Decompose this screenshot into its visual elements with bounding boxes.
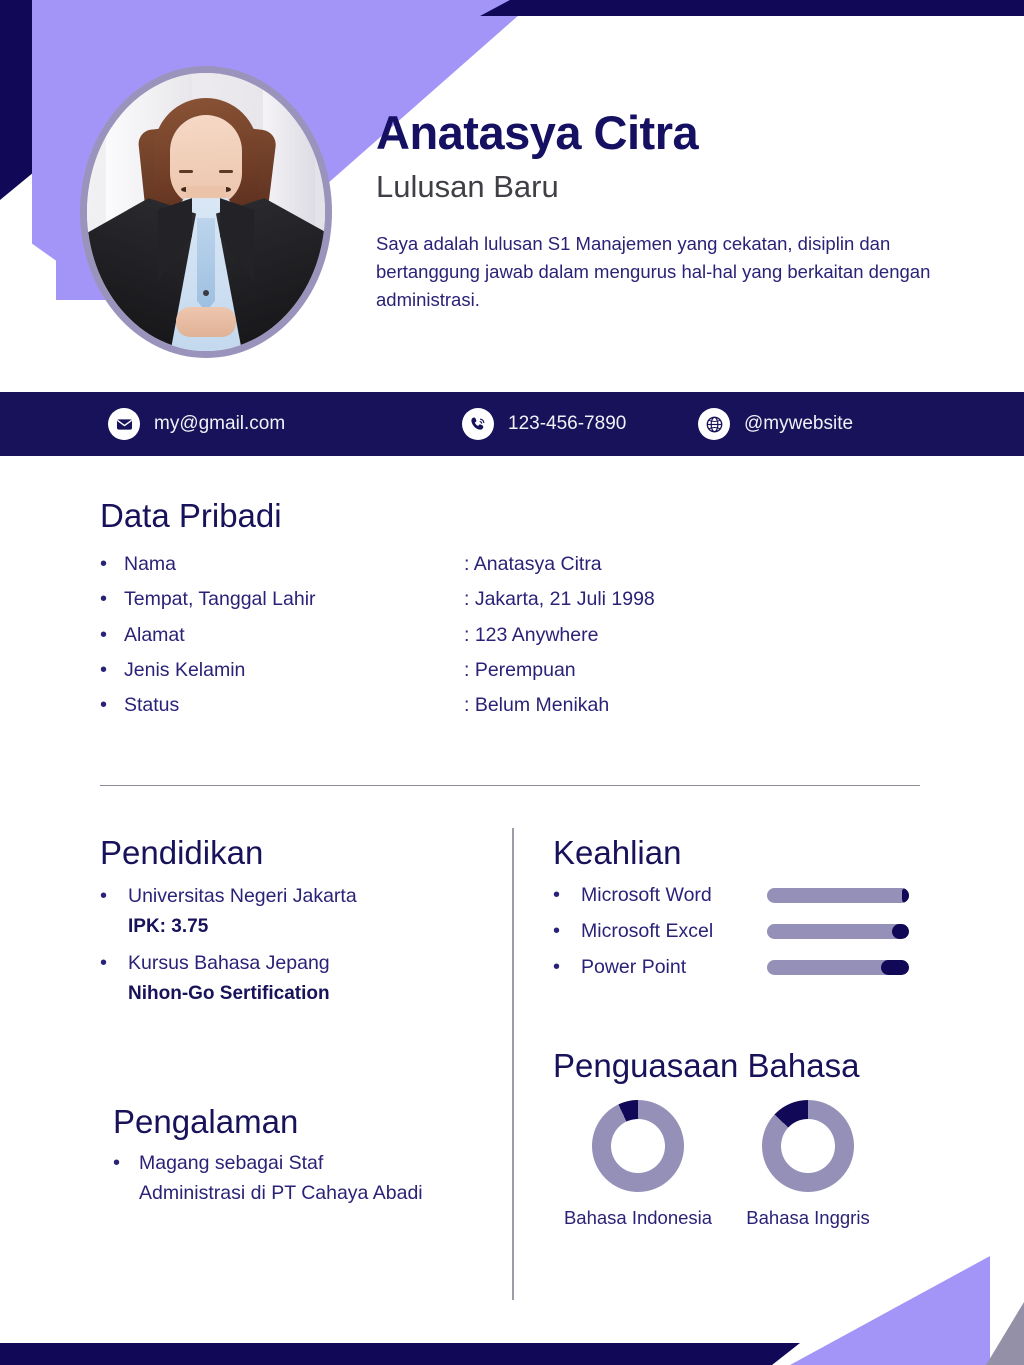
education-detail: Nihon-Go Sertification (128, 982, 330, 1004)
skill-label: Microsoft Excel (581, 919, 714, 942)
section-keahlian (553, 835, 953, 989)
vertical-divider (512, 828, 514, 1300)
decor-grey-bottom-triangle (986, 1302, 1024, 1365)
bullet-icon (100, 881, 128, 912)
job-title: Lulusan Baru (376, 168, 559, 204)
donut-chart (592, 1100, 684, 1192)
section-pendidikan (100, 835, 490, 1014)
education-list (100, 881, 490, 1008)
horizontal-divider (100, 785, 920, 786)
section-title-pendidikan: Pendidikan (100, 834, 264, 871)
contact-email[interactable] (108, 408, 285, 440)
personal-data-label: Status (124, 694, 180, 717)
education-institution: Kursus Bahasa Jepang (128, 951, 330, 974)
language-chart-item (553, 1100, 723, 1229)
email-icon (108, 408, 140, 440)
list-item (100, 689, 800, 721)
language-chart-row (553, 1100, 953, 1229)
list-item (100, 548, 800, 580)
contact-email-text: my@gmail.com (154, 413, 286, 434)
header (0, 0, 1024, 392)
list-item (553, 881, 953, 909)
contact-phone[interactable] (462, 408, 626, 440)
phone-icon (462, 408, 494, 440)
bullet-icon (553, 881, 581, 909)
personal-data-value: : 123 Anywhere (464, 623, 599, 646)
personal-data-label: Alamat (124, 623, 185, 646)
personal-data-value: : Jakarta, 21 Juli 1998 (464, 588, 655, 611)
personal-data-value: : Belum Menikah (464, 694, 610, 717)
donut-hole (611, 1119, 665, 1173)
skill-meter-fill (881, 960, 909, 975)
avatar-illustration (87, 73, 325, 351)
contact-bar (0, 392, 1024, 456)
bullet-icon (100, 619, 124, 651)
donut-label: Bahasa Inggris (746, 1207, 870, 1229)
skill-meter-fill (892, 924, 909, 939)
bullet-icon (553, 953, 581, 981)
list-item (113, 1148, 503, 1208)
list-item (553, 917, 953, 945)
contact-website[interactable] (698, 408, 853, 440)
list-item (100, 948, 490, 1008)
list-item (100, 654, 800, 686)
section-penguasaan-bahasa (553, 1048, 953, 1229)
bullet-icon (100, 583, 124, 615)
section-title-keahlian: Keahlian (553, 834, 682, 871)
skill-list (553, 881, 953, 981)
experience-text: Magang sebagai Staf Administrasi di PT Cahaya Abadi (139, 1152, 423, 1204)
donut-chart (762, 1100, 854, 1192)
list-item (100, 881, 490, 941)
education-detail: IPK: 3.75 (128, 916, 209, 938)
personal-data-label: Tempat, Tanggal Lahir (124, 588, 316, 611)
bullet-icon (100, 689, 124, 721)
header-text-block (376, 108, 976, 314)
personal-data-list (100, 548, 800, 721)
language-chart-item (723, 1100, 893, 1229)
personal-data-value: : Perempuan (464, 658, 576, 681)
list-item (100, 583, 800, 615)
experience-list (113, 1148, 503, 1208)
section-pengalaman (113, 1104, 503, 1208)
donut-hole (781, 1119, 835, 1173)
skill-label: Power Point (581, 955, 687, 978)
education-institution: Universitas Negeri Jakarta (128, 885, 357, 908)
skill-label: Microsoft Word (581, 883, 712, 906)
donut-label: Bahasa Indonesia (563, 1207, 713, 1229)
list-item (100, 619, 800, 651)
contact-website-text: @mywebsite (744, 413, 854, 434)
contact-phone-text: 123-456-7890 (508, 413, 627, 434)
bullet-icon (100, 654, 124, 686)
personal-data-label: Jenis Kelamin (124, 658, 246, 681)
decor-purple-bottom-triangle (790, 1256, 990, 1365)
section-title-pengalaman: Pengalaman (113, 1103, 299, 1140)
personal-data-value: : Anatasya Citra (464, 553, 602, 576)
personal-data-label: Nama (124, 553, 177, 576)
skill-meter (767, 924, 909, 939)
skill-meter-fill (902, 888, 909, 903)
bullet-icon (553, 917, 581, 945)
skill-meter (767, 888, 909, 903)
globe-icon (698, 408, 730, 440)
avatar (80, 66, 332, 358)
section-title-penguasaan-bahasa: Penguasaan Bahasa (553, 1047, 860, 1084)
decor-navy-bottom-band (0, 1343, 800, 1365)
page-title: Anatasya Citra (376, 106, 699, 159)
profile-summary: Saya adalah lulusan S1 Manajemen yang cekatan, disiplin dan bertanggung jawab dalam mengurus hal-hal yang berkaitan dengan administrasi. (376, 232, 931, 311)
list-item (553, 953, 953, 981)
bullet-icon (113, 1148, 139, 1178)
bullet-icon (100, 548, 124, 580)
bullet-icon (100, 948, 128, 979)
section-data-pribadi (100, 498, 800, 724)
skill-meter (767, 960, 909, 975)
section-title-data-pribadi: Data Pribadi (100, 497, 282, 534)
